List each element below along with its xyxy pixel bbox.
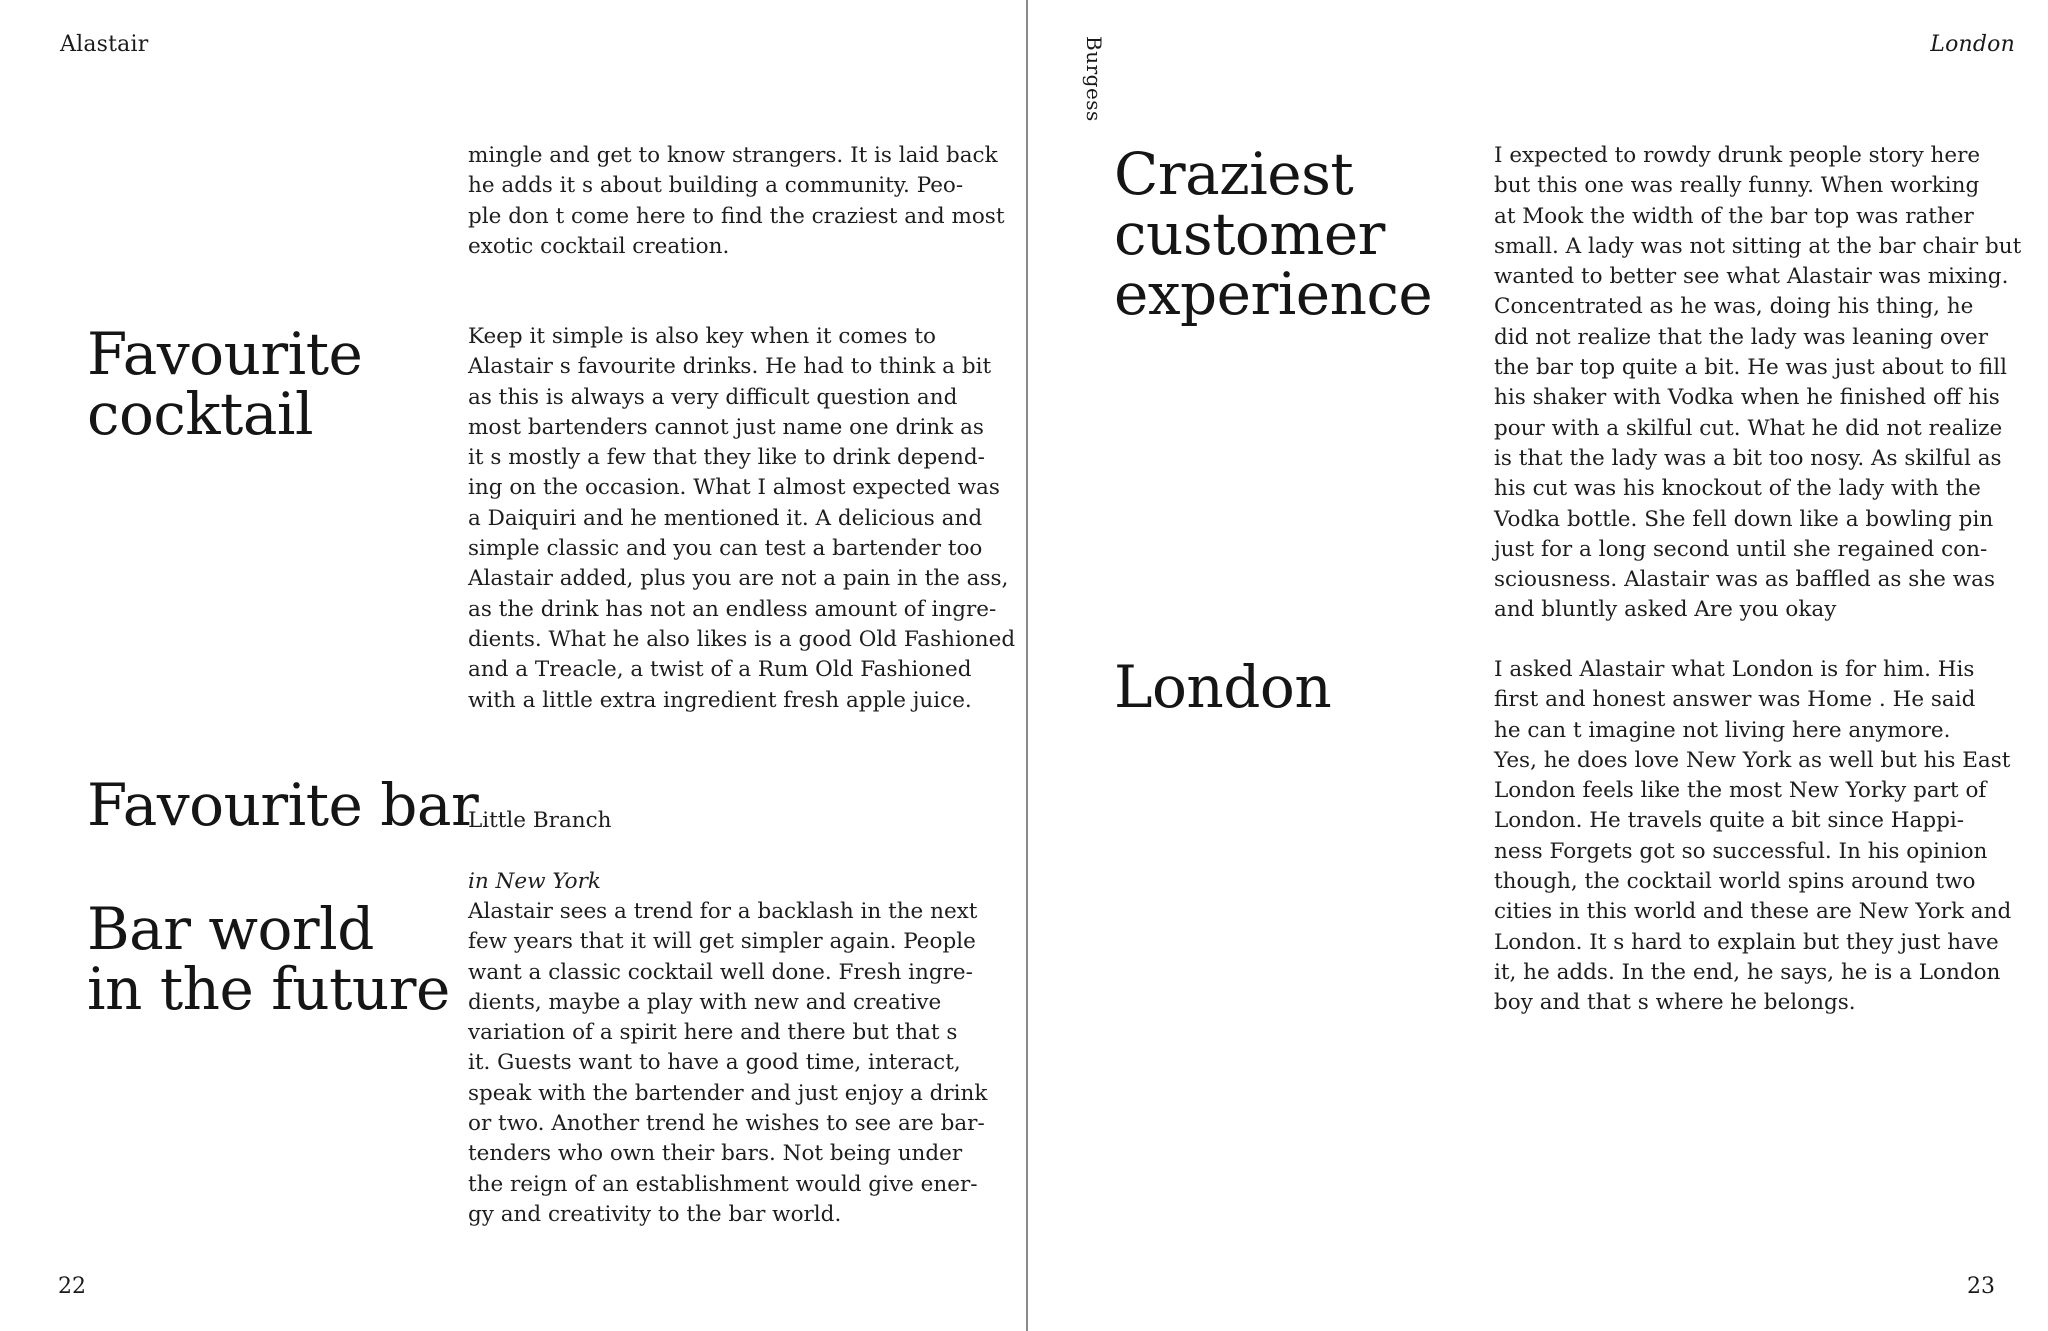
body-craziest-customer-experience: I expected to rowdy drunk people story here but this one was really funny. When working at Mook the width of the bar top was rather small. A lady was not sitting at the bar chair but wanted to better see what Alastair was mixing. Concentrated as he was, doing his thing, he did not realize that the lady was leaning over the bar top quite a bit. He was just about to fill his shaker with Vodka when he finished off his pour with a skilful cut. What he did not realize is that the lady was a bit too nosy. As skilful as his cut was his knockout of the lady with the Vodka bottle. She fell down like a bowling pin just for a long second until she regained con- sciousness. Alastair was as baffled as she was and bluntly asked Are you okay xyxy=(1494,143,2022,623)
body-bar-world-future: Alastair sees a trend for a backlash in the next few years that it will get simpler again. People want a classic cocktail well done. Fresh ingre- dients, maybe a play with new and creative variation of a spirit here and there but that s it. Guests want to have a good time, interact, speak with the bartender and just enjoy a drink or two. Another trend he wishes to see are bar- tenders who own their bars. Not being under the reign of an establishment would give ener- gy and creativity to the bar world. xyxy=(468,899,988,1227)
body-london: I asked Alastair what London is for him. His first and honest answer was Home . He said he can t imagine not living here anymore. Yes, he does love New York as well but his East London feels like the most New Yorky part of London. He travels quite a bit since Happi- ness Forgets got so successful. In his opinion though, the cocktail world spins around two cities in this world and these are New York and London. It s hard to explain but they just have it, he adds. In the end, he says, he is a London boy and that s where he belongs. xyxy=(1494,657,2012,1016)
running-head-right: London xyxy=(1930,32,2015,57)
running-head-left: Alastair xyxy=(60,32,149,57)
body-favourite-cocktail: Keep it simple is also key when it comes to Alastair s favourite drinks. He had to think a bit as this is always a very difficult question and most bartenders cannot just name one drink as it s mostly a few that they like to drink depend- ing on the occasion. What I almost expected was a Daiquiri and he mentioned it. A delicious and simple classic and you can test a bartender too Alastair added, plus you are not a pain in the ass, as the drink has not an endless amount of ingre- dients. What he also likes is a good Old Fashioned and a Treacle, a twist of a Rum Old Fashioned with a little extra ingredient fresh apple juice. xyxy=(468,324,1016,713)
running-head-vertical: Burgess xyxy=(1082,36,1106,122)
favourite-bar-location: in New York xyxy=(468,868,601,894)
heading-london: London xyxy=(1114,653,1332,721)
favourite-bar-name: Little Branch xyxy=(468,808,612,834)
heading-favourite-cocktail: Favourite cocktail xyxy=(87,320,363,448)
page-number-left: 22 xyxy=(58,1274,86,1299)
heading-craziest-customer-experience: Craziest customer experience xyxy=(1114,140,1433,328)
right-page xyxy=(1028,0,2048,1331)
heading-bar-world-future: Bar world in the future xyxy=(87,895,450,1023)
heading-favourite-bar: Favourite bar xyxy=(87,771,479,839)
intro-paragraph: mingle and get to know strangers. It is laid back he adds it s about building a community. Peo- ple don t come here to find the craziest and most exotic cocktail creation. xyxy=(468,143,1005,259)
page-number-right: 23 xyxy=(1967,1274,1995,1299)
